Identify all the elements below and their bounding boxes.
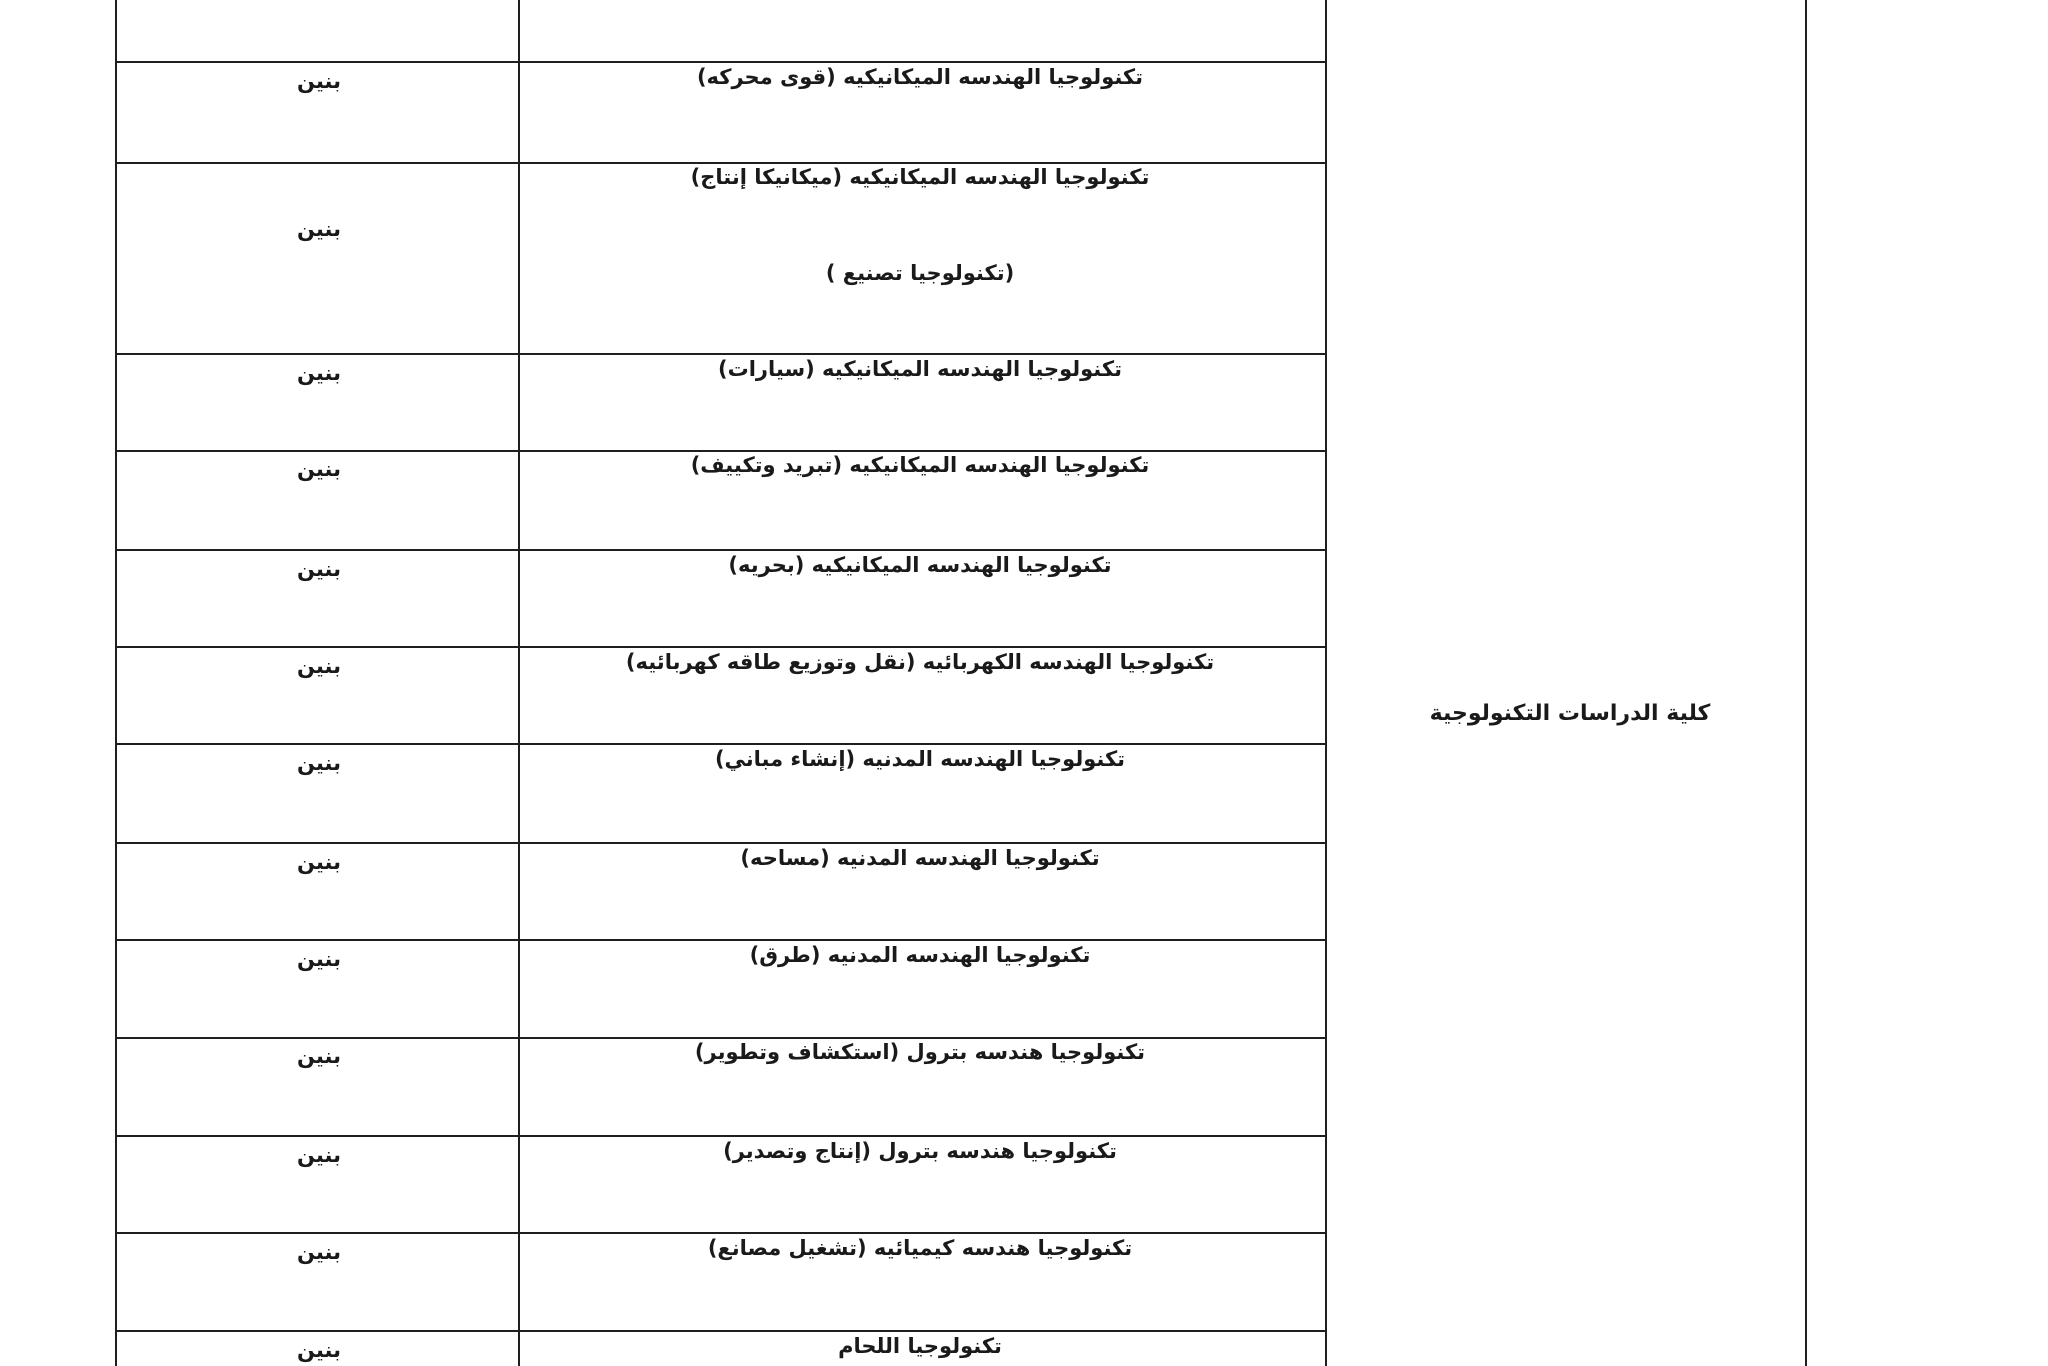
program-name: تكنولوجيا الهندسه الميكانيكيه (قوى محركه) [696, 65, 1144, 89]
row-separator [115, 939, 1327, 941]
program-name: تكنولوجيا الهندسه المدنيه (إنشاء مباني) [714, 747, 1126, 771]
program-name: تكنولوجيا الهندسه الميكانيكيه (بحريه) [728, 553, 1112, 577]
program-gender: بنين [297, 751, 341, 775]
program-name: تكنولوجيا هندسه بترول (استكشاف وتطوير) [694, 1040, 1146, 1064]
row-separator [115, 353, 1327, 355]
table-border-left [115, 0, 117, 1366]
program-gender: بنين [297, 947, 341, 971]
program-name: تكنولوجيا الهندسه الكهربائيه (نقل وتوزيع طاقه كهربائيه) [625, 650, 1215, 674]
row-separator [115, 61, 1327, 63]
table-border-col3 [1805, 0, 1807, 1366]
program-gender: بنين [297, 1044, 341, 1068]
program-gender: بنين [297, 69, 341, 93]
program-name: تكنولوجيا اللحام [838, 1334, 1002, 1358]
row-separator [115, 1330, 1327, 1332]
row-separator [115, 743, 1327, 745]
program-gender: بنين [297, 361, 341, 385]
program-name: تكنولوجيا الهندسه الميكانيكيه (ميكانيكا إنتاج) [690, 165, 1150, 189]
program-gender: بنين [297, 1338, 341, 1362]
program-gender: بنين [297, 217, 341, 241]
program-name: تكنولوجيا هندسه بترول (إنتاج وتصدير) [723, 1139, 1117, 1163]
row-separator [115, 549, 1327, 551]
program-gender: بنين [297, 1240, 341, 1264]
row-separator [115, 1232, 1327, 1234]
program-gender: بنين [297, 557, 341, 581]
program-name: تكنولوجيا الهندسه المدنيه (مساحه) [740, 846, 1100, 870]
row-separator [115, 842, 1327, 844]
program-name: تكنولوجيا هندسه كيميائيه (تشغيل مصانع) [707, 1236, 1133, 1260]
program-name: تكنولوجيا الهندسه المدنيه (طرق) [749, 943, 1091, 967]
row-separator [115, 646, 1327, 648]
row-separator [115, 1135, 1327, 1137]
table-border-col2 [1325, 0, 1327, 1366]
program-gender: بنين [297, 850, 341, 874]
program-name-line2: (تكنولوجيا تصنيع ) [825, 261, 1015, 285]
program-gender: بنين [297, 457, 341, 481]
program-gender: بنين [297, 1143, 341, 1167]
college-name: كلية الدراسات التكنولوجية [1429, 701, 1711, 726]
program-name: تكنولوجيا الهندسه الميكانيكيه (سيارات) [718, 357, 1122, 381]
program-name: تكنولوجيا الهندسه الميكانيكيه (تبريد وتكييف) [690, 453, 1150, 477]
program-gender: بنين [297, 654, 341, 678]
